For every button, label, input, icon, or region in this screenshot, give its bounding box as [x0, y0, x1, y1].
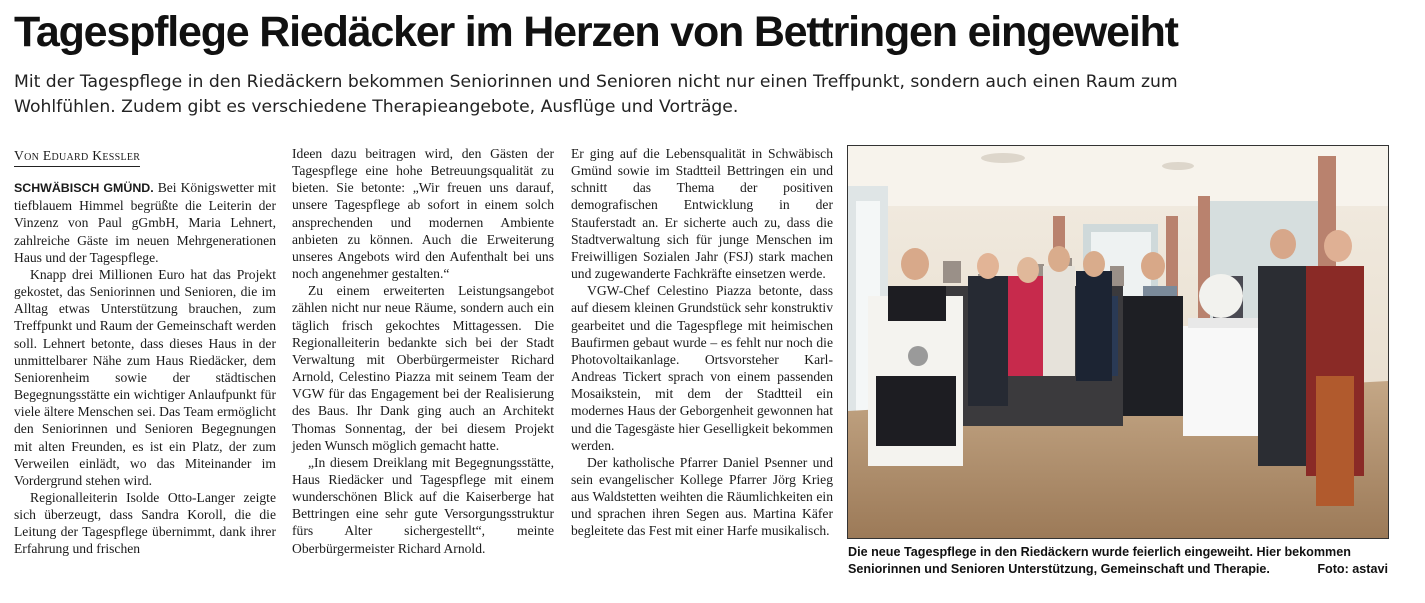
paragraph-1 [14, 179, 276, 266]
paragraph-7: Er ging auf die Lebensqualität in Schwäbisch Gmünd sowie im Stadtteil Bettringen ein und schnitt das Thema der positiven demografischen Entwicklung in der Stauferstadt an. Er sicherte auch zu, dass die Stadtverwaltung sich für junge Menschen im Freiwilligen Sozialen Jahr (FSJ) stark machen und zugewanderte Fachkräfte einsetzen werde. [571, 146, 833, 282]
subline: Mit der Tagespflege in den Riedäckern bekommen Seniorinnen und Senioren nicht nur einen Treffpunkt, sondern auch einen Raum zum Wohlfühlen. Zudem gibt es verschiedene Therapieangebote, Ausflüge und Vorträge. [14, 72, 1178, 117]
byline: Von Eduard Kessler [14, 147, 140, 167]
paragraph-9: Der katholische Pfarrer Daniel Psenner und sein evangelischer Kollege Pfarrer Jörg Krieg aus Waldstetten weihten die Räumlichkeiten ein und sprachen ihren Segen aus. Martina Käfer begleitete das Fest mit einer Harfe musikalisch. [571, 454, 833, 539]
headline: Tagespflege Riedäcker im Herzen von Bettringen eingeweiht [14, 8, 1178, 56]
article-photo [847, 145, 1389, 539]
paragraph-8: VGW-Chef Celestino Piazza betonte, dass auf diesem kleinen Grundstück sehr konstruktiv gearbeitet und die Tagespflege mit heimischen Baufirmen gebaut wurde – es fehlt nur noch die Photovoltaikanlage. Ortsvorsteher Karl-Andreas Tickert sprach von einem passenden Mosaikstein, mit dem der Stadtteil ein modernes Haus der Geborgenheit gewonnen hat und die Tagesgäste hier Geselligkeit bekommen werden. [571, 283, 833, 453]
paragraph-6: „In diesem Dreiklang mit Begegnungsstätte, Haus Riedäcker und Tagespflege mit einem wunderschönen Blick auf die Kaiserberge hat Bettringen eine sehr gute Versorgungsstruktur fürs Alter sichergestellt“, meinte Oberbürgermeister Richard Arnold. [292, 454, 554, 556]
paragraph-text: Bei Königswetter mit tiefblauem Himmel begrüßte die Leiterin der Vinzenz von Paul gGmbH, Maria Lehnert, zahlreiche Gäste im neuen Mehrgenerationen Haus und der Tagespflege. [14, 180, 276, 265]
article-column-2 [292, 145, 554, 557]
paragraph-4: Ideen dazu beitragen wird, den Gästen der Tagespflege eine hohe Betreuungsqualität zu bieten. Sie betonte: „Wir freuen uns darauf, unsere Tagespflege ab sofort in einem solch ansprechenden und modernen Ambiente anbieten zu können. Auch die Erweiterung unseres Angebots wird den Aufenthalt bei uns noch angenehmer gestalten.“ [292, 146, 554, 282]
photo-credit: Foto: astavi [1317, 562, 1388, 576]
dateline: SCHWÄBISCH GMÜND. [14, 181, 154, 196]
photo-caption [848, 544, 1388, 578]
event-photo [848, 146, 1388, 538]
paragraph-3: Regionalleiterin Isolde Otto-Langer zeigte sich überzeugt, dass Sandra Koroll, die die Leitung der Tagespflege übernimmt, dank ihrer Erfahrung und frischen [14, 489, 276, 557]
caption-text: Die neue Tagespflege in den Riedäckern wurde feierlich eingeweiht. Hier bekommen Seniorinnen und Senioren Unterstützung, Gemeinschaft und Therapie. [848, 545, 1351, 576]
paragraph-5: Zu einem erweiterten Leistungsangebot zählen nicht nur neue Räume, sondern auch ein täglich frisch gekochtes Mittagessen. Die Regionalleiterin bedankte sich bei der Stadt Verwaltung mit Oberbürgermeister Richard Arnold, Celestino Piazza mit seinem Team der VGW für das Engagement bei der Realisierung des Baus. Ihr Dank ging auch an Architekt Thomas Sonnentag, der bei diesem Projekt jeden Wunsch möglich gemacht hatte. [292, 283, 554, 453]
article-column-1 [14, 147, 276, 558]
paragraph-2: Knapp drei Millionen Euro hat das Projekt gekostet, das Seniorinnen und Senioren, die im Alltag etwas Unterstützung brauchen, zum Treffpunkt und Raum der Gemeinschaft werden soll. Lehnert betonte, dass dieses Haus in der unmittelbarer Nähe zum Haus Riedäcker, dem Seniorenheim sowie der städtischen Begegnungsstätte ein wichtiger Anlaufpunkt für viele ältere Menschen sei. Das Team ermöglicht den Seniorinnen und Senioren Begegnungen mit alten Freunden, es ist ein Platz, der zum Verweilen einlädt, wo das Miteinander im Vordergrund stehen wird. [14, 266, 276, 488]
article-column-3 [571, 145, 833, 540]
